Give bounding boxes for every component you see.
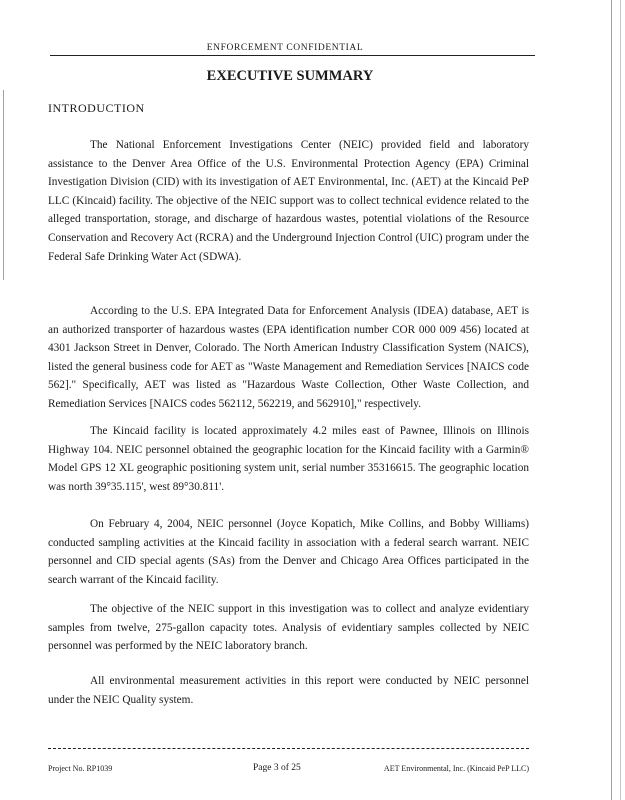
paragraph-sampling-activities: On February 4, 2004, NEIC personnel (Joyce Kopatich, Mike Collins, and Bobby Williams) conducted sampling activities at the Kincaid facility in association with a federal search warrant. NEIC personnel and CID special agents (SAs) from the Denver and Chicago Area Offices participated in the search warrant of the Kincaid facility. xyxy=(48,518,529,586)
footer-page-number: Page 3 of 25 xyxy=(253,763,301,773)
page-title: EXECUTIVE SUMMARY xyxy=(206,68,374,84)
paragraph-objective: The objective of the NEIC support in this investigation was to collect and analyze evidentiary samples from twelve, 275-gallon capacity totes. Analysis of evidentiary samples collected by NEIC personnel was performed by the NEIC laboratory branch. xyxy=(48,603,529,653)
footer-project-number: Project No. RP1039 xyxy=(48,764,113,773)
paragraph-quality-system: All environmental measurement activities in this report were conducted by NEIC personnel under the NEIC Quality system. xyxy=(48,675,529,706)
scan-edge-right xyxy=(611,0,612,800)
footer-rule xyxy=(48,748,529,749)
footer-client-name: AET Environmental, Inc. (Kincaid PeP LLC) xyxy=(383,764,529,773)
scan-edge-right-outer xyxy=(620,0,621,800)
paragraph-idea-database: According to the U.S. EPA Integrated Data for Enforcement Analysis (IDEA) database, AET is an authorized transporter of hazardous wastes (EPA identification number COR 000 009 456) located at 4301 Jackson Street in Denver, Colorado. The North American Industry Classification System (NAICS), listed the general business code for AET as "Waste Management and Remediation Services [NAICS code 562]." Specifically, AET was listed as "Hazardous Waste Collection, Other Waste Collection, and Remediation Services [NAICS codes 562112, 562219, and 562910]," respectively. xyxy=(48,305,529,410)
paragraph-neic-support: The National Enforcement Investigations Center (NEIC) provided field and laboratory assistance to the Denver Area Office of the U.S. Environmental Protection Agency (EPA) Criminal Investigation Division (CID) with its investigation of AET Environmental, Inc. (AET) at the Kincaid PeP LLC (Kincaid) facility. The objective of the NEIC support was to collect technical evidence related to the alleged transportation, storage, and discharge of hazardous wastes, potential violations of the Resource Conservation and Recovery Act (RCRA) and the Underground Injection Control (UIC) program under the Federal Safe Drinking Water Act (SDWA). xyxy=(48,139,529,263)
section-heading: INTRODUCTION xyxy=(48,101,145,115)
header-rule xyxy=(50,55,535,56)
confidential-header: ENFORCEMENT CONFIDENTIAL xyxy=(206,43,364,53)
scan-edge-left xyxy=(3,90,4,280)
paragraph-facility-location: The Kincaid facility is located approximately 4.2 miles east of Pawnee, Illinois on Illinois Highway 104. NEIC personnel obtained the geographic location for the Kincaid facility with a Garmin® Model GPS 12 XL geographic positioning system unit, serial number 35316615. The geographic location was north 39°35.115', west 89°30.811'. xyxy=(48,425,529,493)
